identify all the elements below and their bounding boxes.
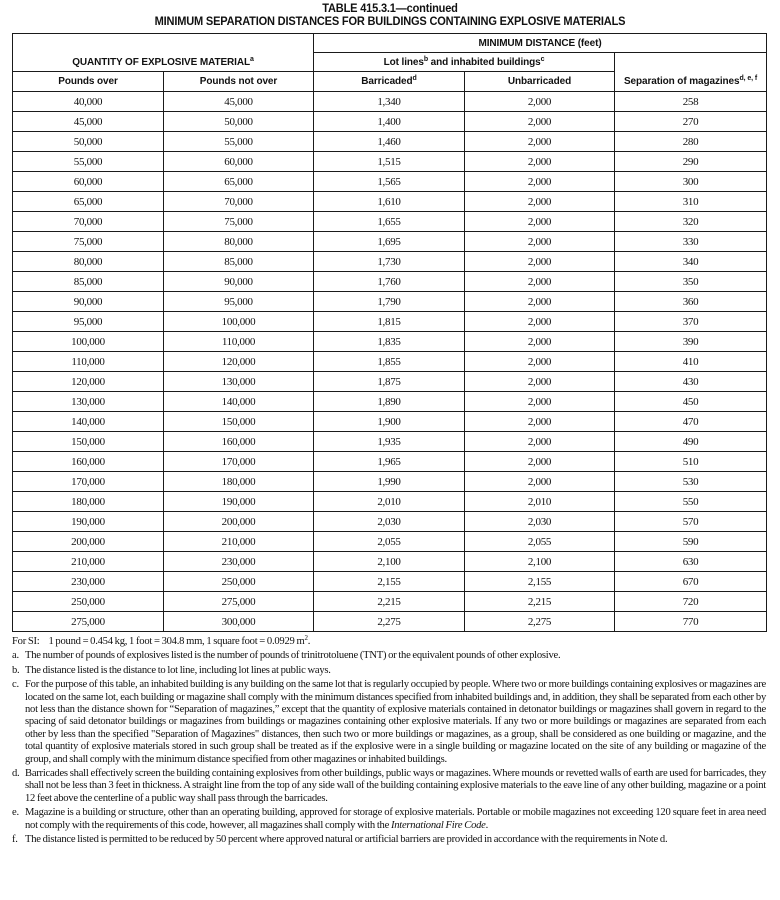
- barricaded-cell: 2,030: [314, 512, 465, 532]
- pounds-over-cell: 140,000: [13, 412, 164, 432]
- table-row: [13, 512, 767, 532]
- barricaded-cell: 2,275: [314, 612, 465, 632]
- separation-of-magazines-cell: 390: [615, 332, 767, 352]
- pounds-over-cell: 100,000: [13, 332, 164, 352]
- table-row: [13, 112, 767, 132]
- pounds-not-over-cell: 250,000: [164, 572, 314, 592]
- unbarricaded-cell: 2,000: [465, 312, 615, 332]
- pounds-over-cell: 95,000: [13, 312, 164, 332]
- barricaded-cell: 2,155: [314, 572, 465, 592]
- minimum-distance-header: MINIMUM DISTANCE (feet): [314, 34, 767, 53]
- si-conversion-note: For SI: 1 pound = 0.454 kg, 1 foot = 304.8 mm, 1 square foot = 0.0929 $m^2$.: [12, 634, 311, 647]
- lot-lines-header: Lot lines$^b$ and inhabited buildings$^c$: [314, 53, 615, 72]
- table-row: [13, 612, 767, 632]
- note-d: d. Barricades shall effectively screen the building containing explosives from other buildings, public ways or magazines. Where mounds or revetted walls of earth are used for barricades, they shall not be less than 3 feet in thickness. A straight line from the top of any side wall of the building containing explosive materials to the eave line of any other building, magazine or a point 12 feet above the centerline of a public way shall pass through the barricades.: [12, 768, 766, 804]
- unbarricaded-cell: 2,000: [465, 332, 615, 352]
- pounds-not-over-cell: 190,000: [164, 492, 314, 512]
- international-fire-code-reference: International Fire Code: [390, 819, 486, 831]
- table-row: [13, 92, 767, 112]
- unbarricaded-cell: 2,000: [465, 352, 615, 372]
- barricaded-cell: 1,460: [314, 132, 465, 152]
- barricaded-cell: 1,835: [314, 332, 465, 352]
- pounds-over-cell: 50,000: [13, 132, 164, 152]
- pounds-not-over-cell: 200,000: [164, 512, 314, 532]
- barricaded-cell: 1,760: [314, 272, 465, 292]
- table-row: [13, 412, 767, 432]
- pounds-over-cell: 80,000: [13, 252, 164, 272]
- table-body: [13, 92, 767, 632]
- table-row: [13, 532, 767, 552]
- unbarricaded-cell: 2,000: [465, 212, 615, 232]
- separation-of-magazines-cell: 530: [615, 472, 767, 492]
- unbarricaded-cell: 2,000: [465, 412, 615, 432]
- quantity-header: QUANTITY OF EXPLOSIVE MATERIAL$^a$: [13, 34, 314, 72]
- table-row: [13, 392, 767, 412]
- unbarricaded-cell: 2,010: [465, 492, 615, 512]
- unbarricaded-cell: 2,000: [465, 132, 615, 152]
- unbarricaded-cell: 2,000: [465, 152, 615, 172]
- separation-of-magazines-cell: 258: [615, 92, 767, 112]
- pounds-not-over-cell: 80,000: [164, 232, 314, 252]
- barricaded-cell: 1,890: [314, 392, 465, 412]
- barricaded-cell: 1,965: [314, 452, 465, 472]
- pounds-over-cell: 200,000: [13, 532, 164, 552]
- pounds-over-cell: 110,000: [13, 352, 164, 372]
- pounds-over-cell: 160,000: [13, 452, 164, 472]
- pounds-over-cell: 180,000: [13, 492, 164, 512]
- table-heading: MINIMUM SEPARATION DISTANCES FOR BUILDINGS CONTAINING EXPLOSIVE MATERIALS: [154, 14, 626, 28]
- unbarricaded-cell: 2,275: [465, 612, 615, 632]
- unbarricaded-cell: 2,000: [465, 452, 615, 472]
- note-e: e. Magazine is a building or structure, other than an operating building, approved for storage of explosive materials. Portable or mobile magazines not exceeding 120 square feet in area need not comply with the requirements of this code, however, all magazines shall comply with the International Fire Code.: [12, 807, 766, 831]
- barricaded-cell: 1,815: [314, 312, 465, 332]
- separation-of-magazines-cell: 490: [615, 432, 767, 452]
- unbarricaded-cell: 2,000: [465, 172, 615, 192]
- table-title: [31, 2, 749, 28]
- pounds-not-over-cell: 45,000: [164, 92, 314, 112]
- unbarricaded-cell: 2,215: [465, 592, 615, 612]
- pounds-not-over-header: Pounds not over: [164, 72, 314, 92]
- barricaded-cell: 1,790: [314, 292, 465, 312]
- table-row: [13, 212, 767, 232]
- table-row: [13, 172, 767, 192]
- table-row: [13, 232, 767, 252]
- pounds-over-cell: 170,000: [13, 472, 164, 492]
- barricaded-cell: 1,340: [314, 92, 465, 112]
- table-row: [13, 292, 767, 312]
- separation-of-magazines-cell: 430: [615, 372, 767, 392]
- unbarricaded-cell: 2,000: [465, 252, 615, 272]
- pounds-over-cell: 250,000: [13, 592, 164, 612]
- pounds-not-over-cell: 275,000: [164, 592, 314, 612]
- separation-of-magazines-cell: 370: [615, 312, 767, 332]
- pounds-over-cell: 65,000: [13, 192, 164, 212]
- pounds-not-over-cell: 120,000: [164, 352, 314, 372]
- pounds-not-over-cell: 150,000: [164, 412, 314, 432]
- barricaded-cell: 1,730: [314, 252, 465, 272]
- pounds-over-cell: 85,000: [13, 272, 164, 292]
- separation-of-magazines-cell: 290: [615, 152, 767, 172]
- separation-of-magazines-cell: 310: [615, 192, 767, 212]
- pounds-not-over-cell: 230,000: [164, 552, 314, 572]
- unbarricaded-cell: 2,000: [465, 432, 615, 452]
- barricaded-cell: 1,935: [314, 432, 465, 452]
- barricaded-cell: 1,990: [314, 472, 465, 492]
- pounds-not-over-cell: 100,000: [164, 312, 314, 332]
- barricaded-cell: 1,655: [314, 212, 465, 232]
- barricaded-cell: 2,215: [314, 592, 465, 612]
- pounds-not-over-cell: 50,000: [164, 112, 314, 132]
- barricaded-cell: 1,900: [314, 412, 465, 432]
- pounds-not-over-cell: 210,000: [164, 532, 314, 552]
- unbarricaded-cell: 2,100: [465, 552, 615, 572]
- separation-of-magazines-cell: 350: [615, 272, 767, 292]
- note-c: c. For the purpose of this table, an inhabited building is any building on the same lot that is regularly occupied by people. Where two or more buildings containing explosives or magazines are located on the same lot, each building or magazine shall comply with the minimum distances specified from inhabited buildings and, in addition, they shall be separated from each other by not less than the distance shown for “Separation of magazines,” except that the quantity of explosive materials contained in detonator buildings or magazines shall govern in regard to the spacing of said detonator buildings or magazines from buildings or magazines containing other explosive materials. If any two or more buildings or magazines are separated from each other by less than the specified "Separation of Magazines" distances, then such two or more buildings or magazines, as a group, shall be considered as one building or magazine, and the total quantity of explosive materials stored in such group shall be treated as if the explosive were in a single building or magazine located on the site of any building or magazine of the group, and shall comply with the minimum distance specified from other magazines or inhabited buildings.: [12, 679, 766, 765]
- table-row: [13, 252, 767, 272]
- barricaded-cell: 2,100: [314, 552, 465, 572]
- unbarricaded-header: Unbarricaded: [465, 72, 615, 92]
- barricaded-header: Barricaded$^d$: [314, 72, 465, 92]
- separation-of-magazines-cell: 570: [615, 512, 767, 532]
- pounds-over-cell: 190,000: [13, 512, 164, 532]
- barricaded-cell: 1,400: [314, 112, 465, 132]
- pounds-not-over-cell: 90,000: [164, 272, 314, 292]
- note-f: f. The distance listed is permitted to be reduced by 50 percent where approved natural or artificial barriers are provided in accordance with the requirements in Note d.: [12, 834, 668, 846]
- barricaded-cell: 1,695: [314, 232, 465, 252]
- table-number: TABLE 415.3.1—continued: [322, 1, 458, 15]
- separation-of-magazines-cell: 270: [615, 112, 767, 132]
- pounds-not-over-cell: 55,000: [164, 132, 314, 152]
- separation-of-magazines-cell: 770: [615, 612, 767, 632]
- unbarricaded-cell: 2,155: [465, 572, 615, 592]
- table-row: [13, 272, 767, 292]
- pounds-not-over-cell: 140,000: [164, 392, 314, 412]
- barricaded-cell: 1,610: [314, 192, 465, 212]
- unbarricaded-cell: 2,000: [465, 92, 615, 112]
- unbarricaded-cell: 2,000: [465, 192, 615, 212]
- table-row: [13, 312, 767, 332]
- pounds-over-cell: 75,000: [13, 232, 164, 252]
- pounds-over-header: Pounds over: [13, 72, 164, 92]
- table-row: [13, 552, 767, 572]
- barricaded-cell: 1,875: [314, 372, 465, 392]
- table-row: [13, 372, 767, 392]
- separation-of-magazines-cell: 330: [615, 232, 767, 252]
- separation-of-magazines-cell: 280: [615, 132, 767, 152]
- pounds-not-over-cell: 160,000: [164, 432, 314, 452]
- separation-of-magazines-cell: 590: [615, 532, 767, 552]
- pounds-not-over-cell: 95,000: [164, 292, 314, 312]
- separation-of-magazines-cell: 470: [615, 412, 767, 432]
- separation-of-magazines-cell: 300: [615, 172, 767, 192]
- pounds-not-over-cell: 130,000: [164, 372, 314, 392]
- barricaded-cell: 1,565: [314, 172, 465, 192]
- note-a: a. The number of pounds of explosives listed is the number of pounds of trinitrotoluene (TNT) or the equivalent pounds of other explosive.: [12, 650, 561, 662]
- pounds-over-cell: 70,000: [13, 212, 164, 232]
- pounds-not-over-cell: 60,000: [164, 152, 314, 172]
- unbarricaded-cell: 2,000: [465, 472, 615, 492]
- pounds-not-over-cell: 70,000: [164, 192, 314, 212]
- unbarricaded-cell: 2,000: [465, 112, 615, 132]
- barricaded-cell: 2,055: [314, 532, 465, 552]
- separation-of-magazines-cell: 410: [615, 352, 767, 372]
- unbarricaded-cell: 2,000: [465, 392, 615, 412]
- pounds-over-cell: 60,000: [13, 172, 164, 192]
- separation-of-magazines-header: Separation of magazines$^{d, e, f}$: [615, 53, 767, 92]
- table-row: [13, 592, 767, 612]
- pounds-over-cell: 150,000: [13, 432, 164, 452]
- separation-of-magazines-cell: 720: [615, 592, 767, 612]
- separation-of-magazines-cell: 670: [615, 572, 767, 592]
- unbarricaded-cell: 2,000: [465, 272, 615, 292]
- barricaded-cell: 1,855: [314, 352, 465, 372]
- pounds-not-over-cell: 170,000: [164, 452, 314, 472]
- pounds-not-over-cell: 75,000: [164, 212, 314, 232]
- unbarricaded-cell: 2,000: [465, 292, 615, 312]
- pounds-not-over-cell: 180,000: [164, 472, 314, 492]
- pounds-over-cell: 230,000: [13, 572, 164, 592]
- table-notes: [12, 636, 766, 849]
- pounds-over-cell: 275,000: [13, 612, 164, 632]
- pounds-not-over-cell: 300,000: [164, 612, 314, 632]
- unbarricaded-cell: 2,000: [465, 372, 615, 392]
- pounds-over-cell: 130,000: [13, 392, 164, 412]
- pounds-over-cell: 120,000: [13, 372, 164, 392]
- separation-of-magazines-cell: 360: [615, 292, 767, 312]
- separation-of-magazines-cell: 630: [615, 552, 767, 572]
- unbarricaded-cell: 2,000: [465, 232, 615, 252]
- table-row: [13, 572, 767, 592]
- pounds-over-cell: 45,000: [13, 112, 164, 132]
- pounds-not-over-cell: 110,000: [164, 332, 314, 352]
- pounds-over-cell: 40,000: [13, 92, 164, 112]
- table-row: [13, 492, 767, 512]
- separation-of-magazines-cell: 340: [615, 252, 767, 272]
- barricaded-cell: 2,010: [314, 492, 465, 512]
- table-row: [13, 472, 767, 492]
- barricaded-cell: 1,515: [314, 152, 465, 172]
- pounds-not-over-cell: 65,000: [164, 172, 314, 192]
- pounds-over-cell: 55,000: [13, 152, 164, 172]
- table-row: [13, 352, 767, 372]
- unbarricaded-cell: 2,055: [465, 532, 615, 552]
- table-row: [13, 192, 767, 212]
- separation-of-magazines-cell: 510: [615, 452, 767, 472]
- pounds-over-cell: 210,000: [13, 552, 164, 572]
- table-row: [13, 152, 767, 172]
- note-b: b. The distance listed is the distance to lot line, including lot lines at public ways.: [12, 664, 331, 676]
- separation-distance-table: [12, 33, 767, 632]
- separation-of-magazines-cell: 550: [615, 492, 767, 512]
- unbarricaded-cell: 2,030: [465, 512, 615, 532]
- separation-of-magazines-cell: 450: [615, 392, 767, 412]
- table-row: [13, 132, 767, 152]
- pounds-not-over-cell: 85,000: [164, 252, 314, 272]
- table-row: [13, 432, 767, 452]
- table-row: [13, 332, 767, 352]
- table-row: [13, 452, 767, 472]
- separation-of-magazines-cell: 320: [615, 212, 767, 232]
- pounds-over-cell: 90,000: [13, 292, 164, 312]
